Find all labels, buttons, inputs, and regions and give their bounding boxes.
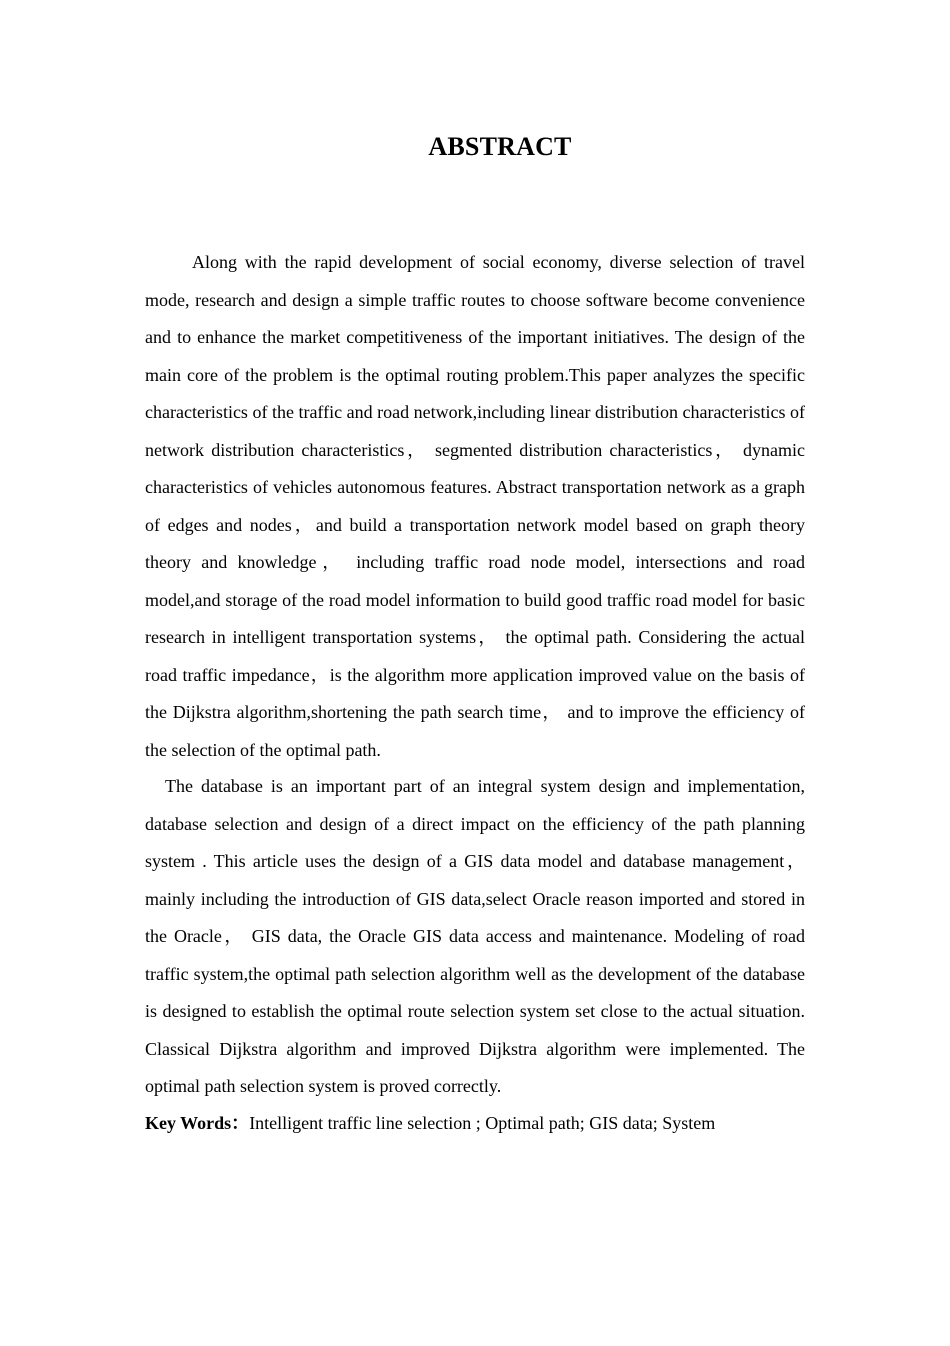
keywords-label: Key Words： xyxy=(145,1112,250,1133)
abstract-body xyxy=(145,244,805,1140)
abstract-paragraph-1: Along with the rapid development of social economy, diverse selection of travel mode, research and design a simple traffic routes to choose software become convenience and to enhance the market competitiveness of the important initiatives. The design of the main core of the problem is the optimal routing problem.This paper analyzes the specific characteristics of the traffic and road network,including linear distribution characteristics of network distribution characteristics， segmented distribution characteristics， dynamic characteristics of vehicles autonomous features. Abstract transportation network as a graph of edges and nodes，and build a transportation network model based on graph theory theory and knowledge， including traffic road node model, intersections and road model,and storage of the road model information to build good traffic road model for basic research in intelligent transportation systems， the optimal path. Considering the actual road traffic impedance，is the algorithm more application improved value on the basis of the Dijkstra algorithm,shortening the path search time， and to improve the efficiency of the selection of the optimal path. xyxy=(145,252,805,760)
abstract-paragraph-2: The database is an important part of an integral system design and implementation, database selection and design of a direct impact on the efficiency of the path planning system . This article uses the design of a GIS data model and database management， mainly including the introduction of GIS data,select Oracle reason imported and stored in the Oracle， GIS data, the Oracle GIS data access and maintenance. Modeling of road traffic system,the optimal path selection algorithm well as the development of the database is designed to establish the optimal route selection system set close to the actual situation. Classical Dijkstra algorithm and improved Dijkstra algorithm were implemented. The optimal path selection system is proved correctly. xyxy=(145,776,805,1096)
keywords-text: Intelligent traffic line selection ; Optimal path; GIS data; System xyxy=(249,1112,716,1133)
keywords-line xyxy=(145,1106,805,1140)
abstract-title: ABSTRACT xyxy=(428,132,572,161)
